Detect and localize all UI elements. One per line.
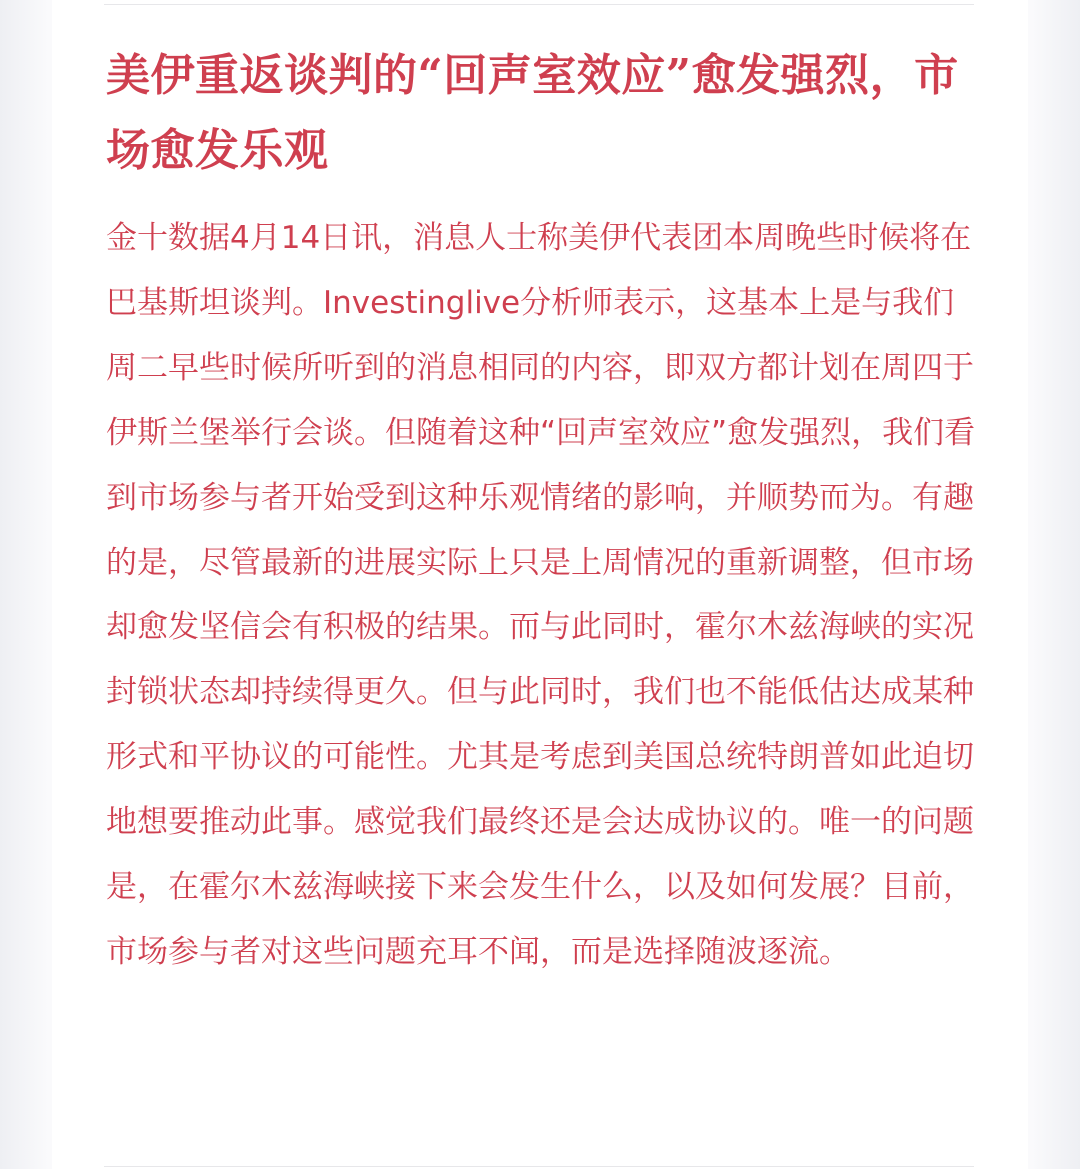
bottom-divider <box>104 1166 974 1167</box>
article-body: 金十数据4月14日讯，消息人士称美伊代表团本周晚些时候将在巴基斯坦谈判。Investinglive分析师表示，这基本上是与我们周二早些时候所听到的消息相同的内容，即双方都计划在周四于伊斯兰堡举行会谈。但随着这种“回声室效应”愈发强烈，我们看到市场参与者开始受到这种乐观情绪的影响，并顺势而为。有趣的是，尽管最新的进展实际上只是上周情况的重新调整，但市场却愈发坚信会有积极的结果。而与此同时，霍尔木兹海峡的实况封锁状态却持续得更久。但与此同时，我们也不能低估达成某种形式和平协议的可能性。尤其是考虑到美国总统特朗普如此迫切地想要推动此事。感觉我们最终还是会达成协议的。唯一的问题是，在霍尔木兹海峡接下来会发生什么，以及如何发展？目前，市场参与者对这些问题充耳不闻，而是选择随波逐流。 <box>106 220 976 970</box>
top-divider <box>104 4 974 5</box>
article-title: 美伊重返谈判的“回声室效应”愈发强烈，市场愈发乐观 <box>106 50 959 176</box>
